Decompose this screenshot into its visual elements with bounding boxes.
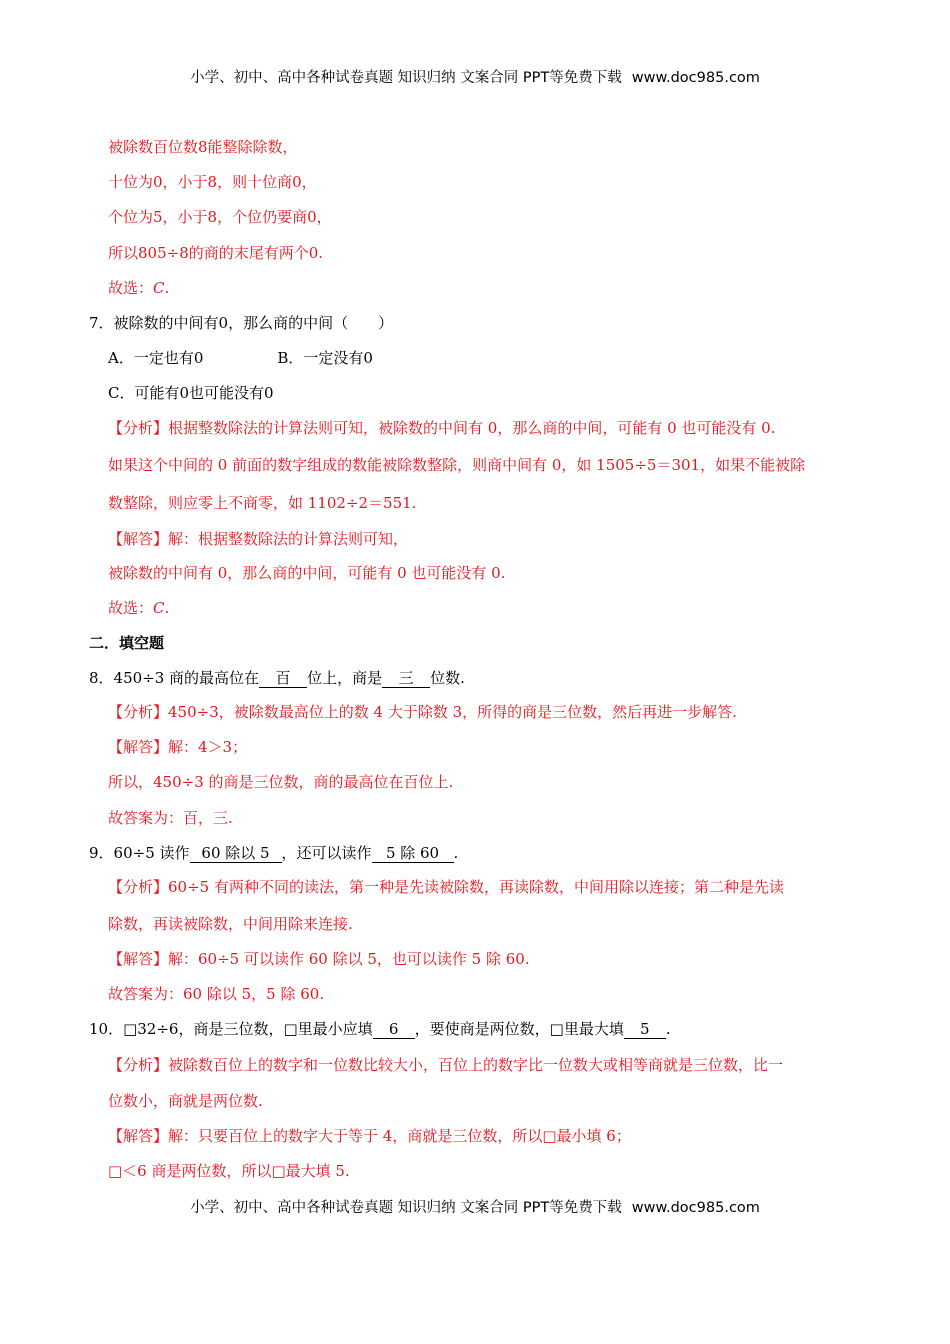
q10-analysis-1: 【分析】被除数百位上的数字和一位数比较大小，百位上的数字比一位数大或相等商就是三位数，比一 xyxy=(108,1056,784,1074)
q6-answer-letter: C xyxy=(153,279,165,297)
footer-text: 小学、初中、高中各种试卷真题 知识归纳 文案合同 PPT等免费下载 xyxy=(190,1200,622,1216)
q10-analysis-tag: 【分析】 xyxy=(108,1056,169,1074)
q7-analysis-3: 数整除，则应零上不商零，如 1102÷2＝551. xyxy=(108,494,417,512)
q7-answer: 故选：C. xyxy=(108,599,170,617)
q7-option-b[interactable]: B．一定没有0 xyxy=(277,349,373,367)
q9-solution-1: 【解答】解：60÷5 可以读作 60 除以 5，也可以读作 5 除 60. xyxy=(108,950,530,968)
q7-analysis-tag: 【分析】 xyxy=(108,419,169,437)
q7-analysis-1: 【分析】根据整数除法的计算法则可知，被除数的中间有 0，那么商的中间，可能有 0 也可能没有 0. xyxy=(108,419,776,437)
q9-blank-2: 5 除 60 xyxy=(372,844,454,863)
q6-line-1: 被除数百位数8能整除除数， xyxy=(108,138,298,156)
q9-answer: 故答案为：60 除以 5，5 除 60. xyxy=(108,985,325,1003)
q8-blank-1: 百 xyxy=(259,669,307,688)
section-title: 二．填空题 xyxy=(89,634,165,652)
q7-solution-1: 【解答】解：根据整数除法的计算法则可知， xyxy=(108,530,409,548)
q8-analysis: 【分析】450÷3，被除数最高位上的数 4 大于除数 3，所得的商是三位数，然后再进一步解答. xyxy=(108,703,737,721)
q6-line-3: 个位为5，小于8，个位仍要商0， xyxy=(108,208,332,226)
q7-solution-tag: 【解答】 xyxy=(108,530,169,548)
q10-solution-tag: 【解答】 xyxy=(108,1127,169,1145)
q8-analysis-tag: 【分析】 xyxy=(108,703,169,721)
q10-stem: 10．□32÷6，商是三位数，□里最小应填 6 ，要使商是两位数，□里最大填 5 . xyxy=(89,1020,671,1038)
q10-solution-1: 【解答】解：只要百位上的数字大于等于 4，商就是三位数，所以□最小填 6； xyxy=(108,1127,631,1145)
q9-solution-tag: 【解答】 xyxy=(108,950,169,968)
q9-analysis-tag: 【分析】 xyxy=(108,878,169,896)
q7-stem: 7．被除数的中间有0，那么商的中间（ ） xyxy=(89,314,394,332)
q9-blank-1: 60 除以 5 xyxy=(190,844,282,863)
q9-stem: 9．60÷5 读作 60 除以 5 ，还可以读作 5 除 60 . xyxy=(89,844,459,862)
q10-blank-1: 6 xyxy=(373,1020,415,1039)
page-footer xyxy=(0,1196,950,1217)
q7-solution-2: 被除数的中间有 0，那么商的中间，可能有 0 也可能没有 0. xyxy=(108,564,506,582)
q7-option-c[interactable]: C．可能有0也可能没有0 xyxy=(108,384,274,402)
q8-blank-2: 三 xyxy=(382,669,430,688)
header-text: 小学、初中、高中各种试卷真题 知识归纳 文案合同 PPT等免费下载 xyxy=(190,70,622,86)
page-header xyxy=(0,66,950,87)
q6-line-4: 所以805÷8的商的末尾有两个0. xyxy=(108,244,324,262)
q7-options-ab xyxy=(108,347,373,369)
footer-url[interactable]: www.doc985.com xyxy=(631,1200,760,1216)
q7-option-a[interactable]: A．一定也有0 xyxy=(108,349,204,367)
q6-line-2: 十位为0，小于8，则十位商0， xyxy=(108,173,317,191)
q8-solution-2: 所以，450÷3 的商是三位数，商的最高位在百位上. xyxy=(108,773,454,791)
q8-solution-1: 【解答】解：4＞3； xyxy=(108,738,248,756)
q9-analysis-2: 除数，再读被除数，中间用除来连接. xyxy=(108,915,353,933)
q7-analysis-2: 如果这个中间的 0 前面的数字组成的数能被除数整除，则商中间有 0，如 1505÷5＝301，如果不能被除 xyxy=(108,456,806,474)
q10-analysis-2: 位数小，商就是两位数. xyxy=(108,1092,263,1110)
q9-analysis-1: 【分析】60÷5 有两种不同的读法，第一种是先读被除数，再读除数，中间用除以连接；第二种是先读 xyxy=(108,878,784,896)
q10-solution-2: □＜6 商是两位数，所以□最大填 5. xyxy=(108,1162,350,1180)
q8-stem: 8．450÷3 商的最高位在 百 位上，商是 三 位数. xyxy=(89,669,465,687)
q10-blank-2: 5 xyxy=(624,1020,666,1039)
q8-answer: 故答案为：百，三. xyxy=(108,809,233,827)
q7-answer-letter: C xyxy=(153,599,165,617)
header-url[interactable]: www.doc985.com xyxy=(631,70,760,86)
q6-answer: 故选：C. xyxy=(108,279,170,297)
q8-solution-tag: 【解答】 xyxy=(108,738,169,756)
